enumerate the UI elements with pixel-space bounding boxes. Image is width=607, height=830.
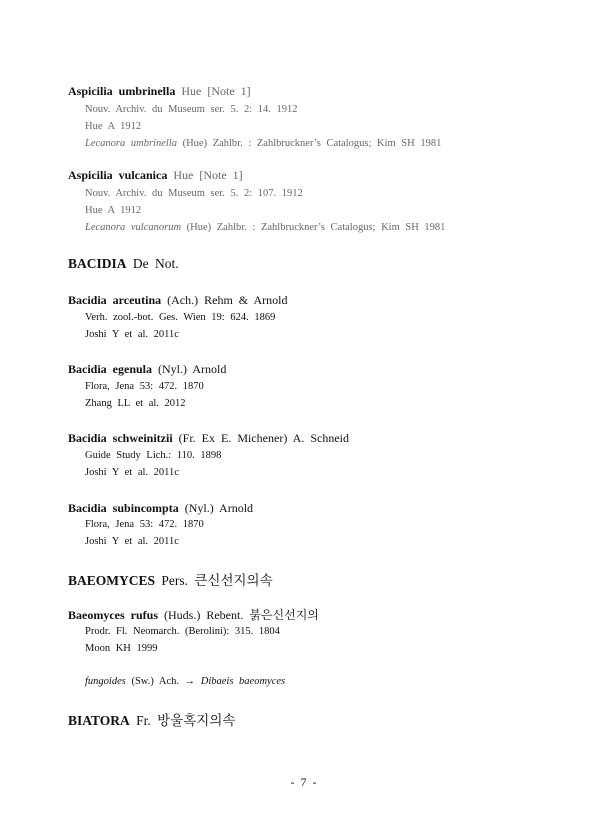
reference-line: Verh. zool.-bot. Ges. Wien 19: 624. 1869: [85, 312, 276, 323]
arrow-icon: →: [184, 676, 196, 687]
page-number: - 7 -: [290, 775, 317, 789]
synonym-line: Lecanora umbrinella (Hue) Zahlbr. : Zahlbruckner’s Catalogus; Kim SH 1981: [85, 138, 442, 149]
reference-line: Nouv. Archiv. du Museum ser. 5. 2: 14. 1912: [85, 104, 298, 115]
species-name-line: Baeomyces rufus (Huds.) Rebent. 붉은신선지의: [68, 608, 319, 622]
genus-heading: BACIDIA De Not.: [68, 256, 179, 271]
species-name-line: Bacidia subincompta (Nyl.) Arnold: [68, 501, 254, 515]
genus-heading: BIATORA Fr. 방울혹지의속: [68, 713, 236, 728]
synonym-cross-reference: fungoides (Sw.) Ach. → Dibaeis baeomyces: [85, 676, 286, 687]
synonym-line: Lecanora vulcanorum (Hue) Zahlbr. : Zahlbruckner’s Catalogus; Kim SH 1981: [85, 222, 446, 233]
species-name-line: Bacidia egenula (Nyl.) Arnold: [68, 362, 227, 376]
species-name-line: Aspicilia vulcanica Hue [Note 1]: [68, 168, 243, 182]
species-name-line: Aspicilia umbrinella Hue [Note 1]: [68, 84, 251, 98]
citation-line: Moon KH 1999: [85, 643, 158, 654]
reference-line: Prodr. Fl. Neomarch. (Berolini): 315. 1804: [85, 626, 280, 637]
citation-line: Joshi Y et al. 2011c: [85, 536, 179, 547]
citation-line: Zhang LL et al. 2012: [85, 398, 186, 409]
reference-line: Flora, Jena 53: 472. 1870: [85, 381, 204, 392]
citation-line: Hue A 1912: [85, 121, 142, 132]
species-name-line: Bacidia arceutina (Ach.) Rehm & Arnold: [68, 293, 288, 307]
genus-heading: BAEOMYCES Pers. 큰신선지의속: [68, 573, 273, 588]
citation-line: Joshi Y et al. 2011c: [85, 329, 179, 340]
reference-line: Flora, Jena 53: 472. 1870: [85, 519, 204, 530]
reference-line: Guide Study Lich.: 110. 1898: [85, 450, 222, 461]
citation-line: Hue A 1912: [85, 205, 142, 216]
citation-line: Joshi Y et al. 2011c: [85, 467, 179, 478]
reference-line: Nouv. Archiv. du Museum ser. 5. 2: 107. 1912: [85, 188, 303, 199]
species-name-line: Bacidia schweinitzii (Fr. Ex E. Michener) A. Schneid: [68, 431, 349, 445]
